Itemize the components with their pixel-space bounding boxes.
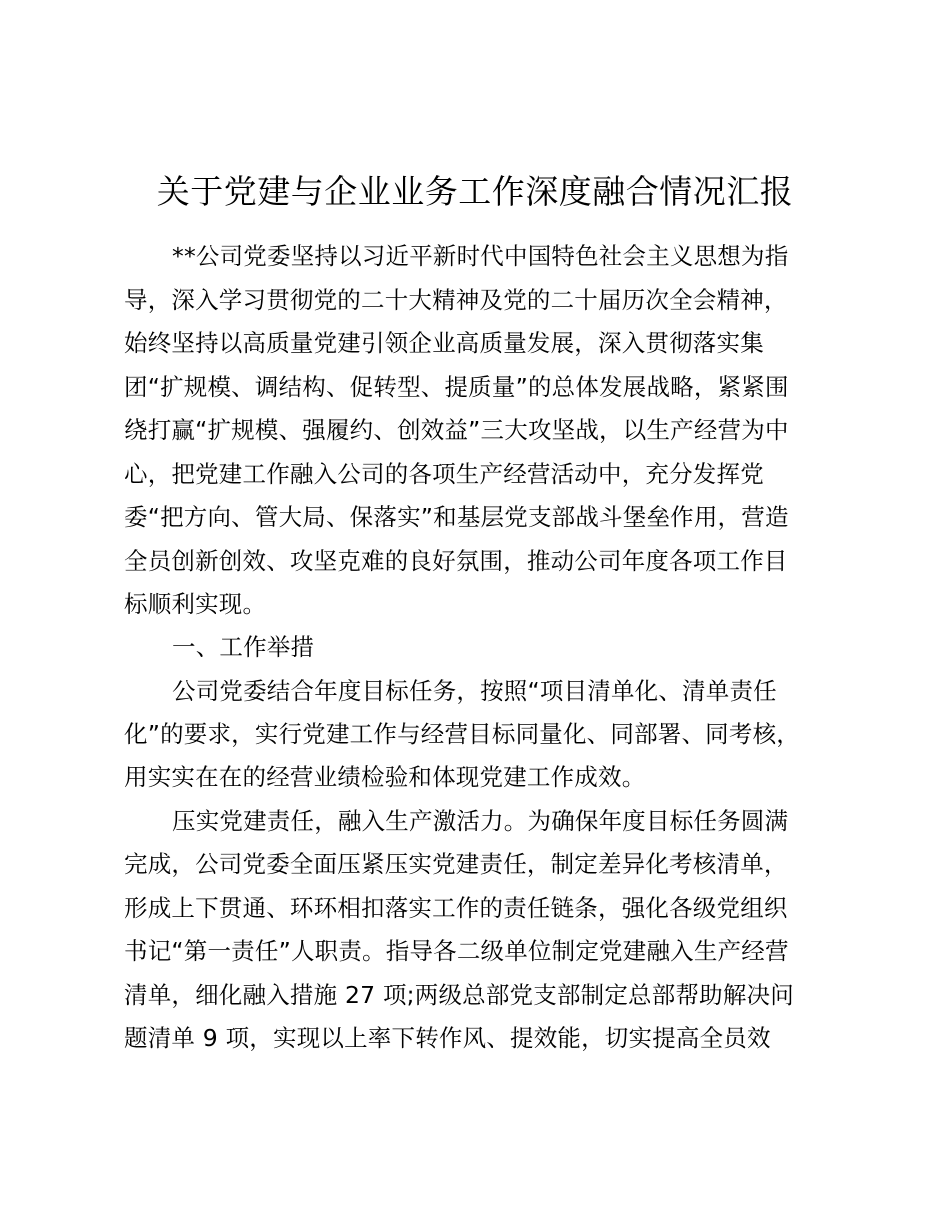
paragraph-line: 心，把党建工作融入公司的各项生产经营活动中，充分发挥党 (124, 460, 764, 488)
paragraph-line: 形成上下贯通、环环相扣落实工作的责任链条，强化各级党组织 (124, 894, 788, 922)
paragraph-line: 始终坚持以高质量党建引领企业高质量发展，深入贯彻落实集 (124, 329, 764, 357)
paragraph-line: 标顺利实现。 (124, 590, 267, 618)
paragraph-line: 公司党委结合年度目标任务，按照“项目清单化、清单责任 (172, 677, 777, 705)
paragraph-line: 书记“第一责任”人职责。指导各二级单位制定党建融入生产经营 (124, 937, 789, 965)
paragraph-line: 委“把方向、管大局、保落实”和基层党支部战斗堡垒作用，营造 (124, 503, 789, 531)
document-title: 关于党建与企业业务工作深度融合情况汇报 (156, 172, 794, 211)
paragraph-line: 绕打赢“扩规模、强履约、创效益”三大攻坚战，以生产经营为中 (124, 416, 789, 444)
paragraph-line: 完成，公司党委全面压紧压实党建责任，制定差异化考核清单， (124, 850, 788, 878)
paragraph-line: 团“扩规模、调结构、促转型、提质量”的总体发展战略，紧紧围 (124, 373, 789, 401)
paragraph-line: 清单，细化融入措施 27 项;两级总部党支部制定总部帮助解决问 (124, 981, 794, 1009)
paragraph-line: **公司党委坚持以习近平新时代中国特色社会主义思想为指 (172, 242, 789, 270)
paragraph-line: 用实实在在的经营业绩检验和体现党建工作成效。 (124, 763, 646, 791)
paragraph-line: 压实党建责任，融入生产激活力。为确保年度目标任务圆满 (172, 807, 789, 835)
section-heading: 一、工作举措 (172, 633, 315, 661)
paragraph-line: 题清单 9 项，实现以上率下转作风、提效能，切实提高全员效 (124, 1024, 771, 1052)
paragraph-line: 全员创新创效、攻坚克难的良好氛围，推动公司年度各项工作目 (124, 547, 788, 575)
paragraph-line: 导，深入学习贯彻党的二十大精神及党的二十届历次全会精神， (124, 286, 788, 314)
paragraph-line: 化”的要求，实行党建工作与经营目标同量化、同部署、同考核， (124, 720, 800, 748)
